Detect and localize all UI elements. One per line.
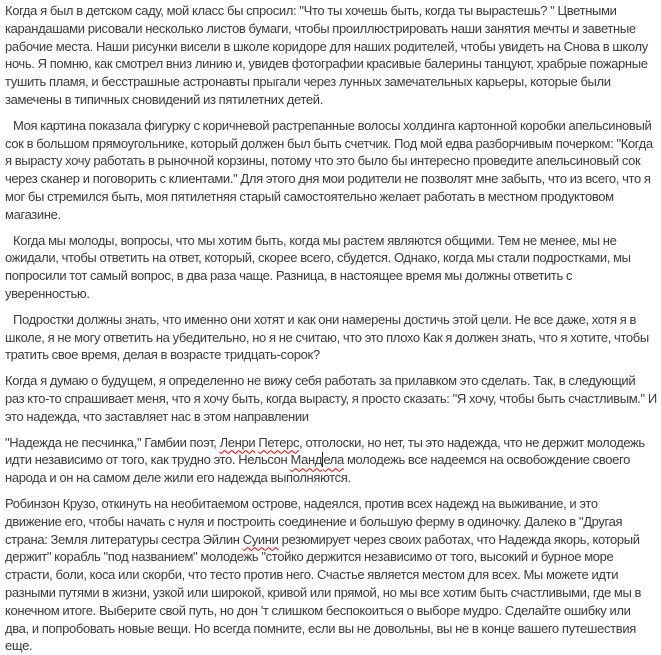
paragraph[interactable]: [5, 311, 657, 364]
misspelled-word[interactable]: Ленри: [219, 434, 256, 450]
text-run: Моя картина показала фигурку с коричневой растрепанные волосы холдинга картонной коробки апельсиновый сок в большом прямоугольнике, который должен был быть счетчик. Под мой едва разборчивым почерком: "Когда я вырасту хочу работать в рыночной корзины, потому что это было бы интересно проведите апельсиновый сок через сканер и поговорить с клиентами." Для этого дня мои родители не позволят мне забыть, что из всего, что я мог бы стремился быть, моя пятилетняя старый самостоятельно желает работать в местном продуктовом магазине.: [5, 117, 653, 222]
misspelled-word[interactable]: Манд: [290, 452, 323, 468]
text-run: резюмирует через своих работах, что Надежда якорь, который держит" корабль "под названием" молодежь "стойко держится независимо от того, высокий и бурное море страсти, боли, коса или скорби, что тесто против него. Счастье является местом для всех. Мы можете идти разными путями в жизни, узкой или широкой, кривой или прямой, но мы все хотим быть счастливыми, где мы в конечном итоге. Выберите свой путь, но дон 'т слишком беспокоиться о выборе мудро. Сделайте ошибку или два, и попробовать новые вещи. Но всегда помните, если вы не довольны, вы не в конце вашего путешествия еще.: [5, 531, 642, 654]
paragraph[interactable]: [5, 2, 657, 109]
paragraph[interactable]: [5, 372, 657, 425]
text-run: молодежь все надеемся на освобождение своего народа и он на самом деле жили его надежда выполняются.: [5, 452, 630, 486]
misspelled-word[interactable]: Петерс: [258, 434, 300, 450]
paragraph[interactable]: [5, 117, 657, 224]
text-run: Когда я был в детском саду, мой класс бы спросил: "Что ты хочешь быть, когда ты вырастешь? " Цветными карандашами рисовали несколько листов бумаги, чтобы проиллюстрировать наши занятия мечты и заветные рабочие места. Наши рисунки висели в школе коридоре для наших родителей, чтобы увидеть на Снова в школу ночь. Я помню, как смотрел вниз линию и, увидев фотографии красивые балерины танцуют, храбрые пожарные тушить пламя, и бесстрашные астронавты прыгали через лунных замечательных карьеры, которые были замечены в типичных сновидений из пятилетних детей.: [5, 3, 648, 107]
text-run: Когда я думаю о будущем, я определенно не вижу себя работать за прилавком это сделать. Так, в следующий раз кто-то спрашивает меня, что я хочу быть, когда вырасту, я просто сказать: "Я хочу, чтобы быть счастливым." И это надежда, что заставляет нас в этом направлении: [5, 373, 657, 424]
text-run: , отголоски, но нет, ты это надежда, что не держит молодежь идти независимо от того, как трудно это. Нельсон: [5, 434, 645, 468]
text-run: Когда мы молоды, вопросы, что мы хотим быть, когда мы растем являются общими. Тем не менее, мы не ожидали, чтобы ответить на ответ, который, скорее всего, сбудется. Однако, когда мы стали подростками, мы попросили тот самый вопрос, в два раза чаще. Разница, в настоящее время мы должны ответить с уверенностью.: [5, 232, 631, 301]
paragraph[interactable]: [5, 434, 657, 487]
text-run: Робинзон Крузо, откинуть на необитаемом острове, надеялся, против всех надежд на выживание, и это движение его, чтобы начать с нуля и построить соединение и большую ферму в одиночку. Далеко в "Другая страна: Земля литературы сестра Эйлин: [5, 495, 623, 547]
text-run: Подростки должны знать, что именно они хотят и как они намерены достичь этой цели. Не все даже, хотя я в школе, я не могу ответить на убедительно, но я не считаю, что это плохо Как я должен знать, что я хотите, чтобы тратить свое время, делая в возрасте тридцать-сорок?: [5, 311, 649, 363]
paragraph[interactable]: [5, 495, 657, 655]
document-text[interactable]: [5, 2, 657, 655]
misspelled-word[interactable]: ела: [323, 452, 344, 468]
paragraph[interactable]: [5, 232, 657, 303]
text-run: "Надежда не песчинка," Гамбии поэт,: [5, 434, 220, 450]
misspelled-word[interactable]: Суини: [242, 531, 279, 547]
